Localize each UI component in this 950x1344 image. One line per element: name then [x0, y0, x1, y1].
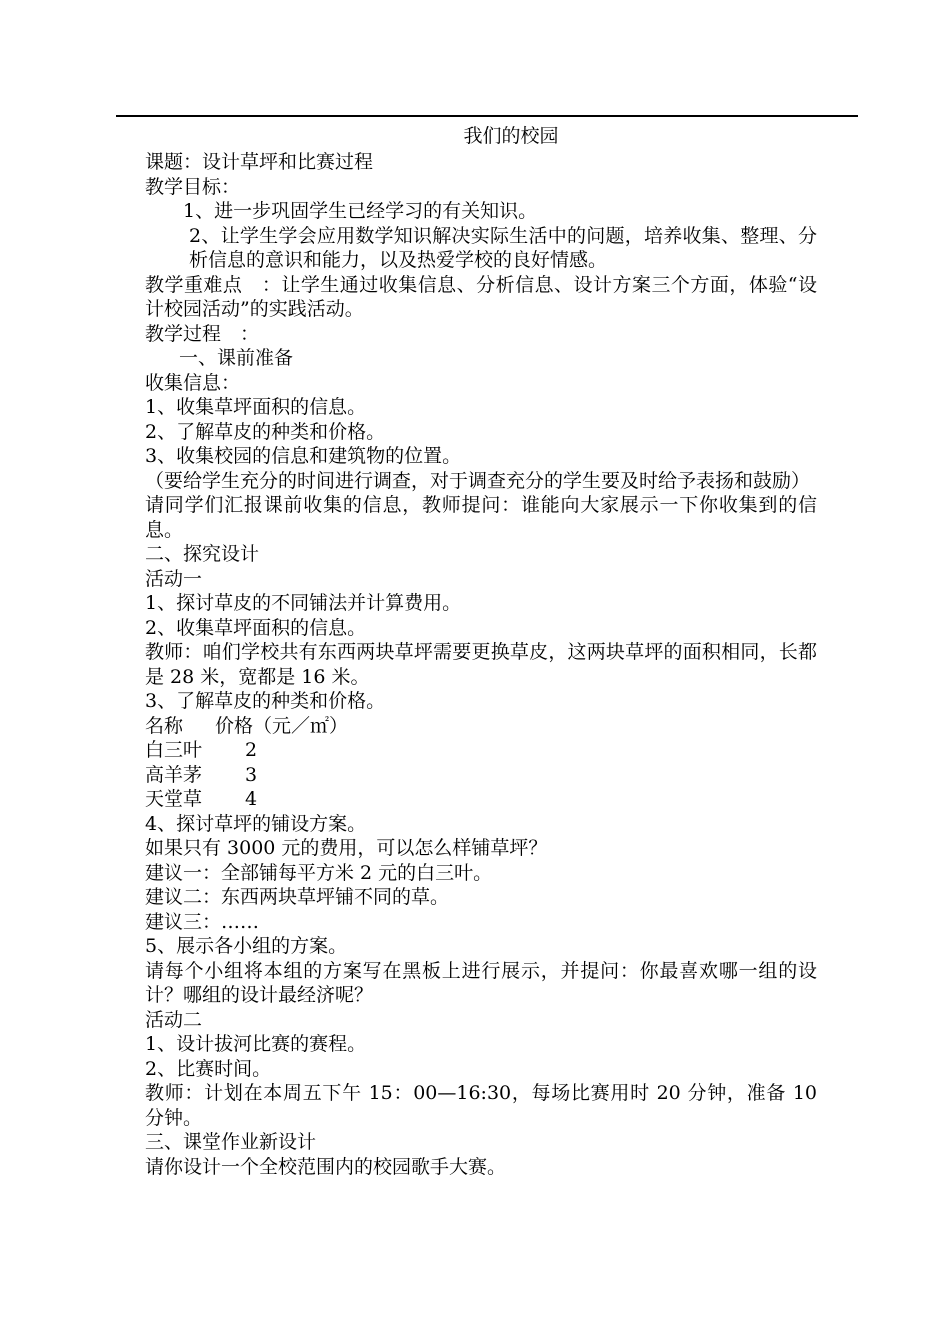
price-table-header	[145, 714, 817, 739]
price-table-cell-price: 3	[245, 763, 258, 786]
price-table-cell-name: 高羊茅	[145, 763, 203, 786]
topic-line: 课题：设计草坪和比赛过程	[145, 151, 374, 173]
budget-question: 如果只有 3000 元的费用，可以怎么样铺草坪？	[145, 837, 548, 859]
activity-1-heading: 活动一	[145, 567, 203, 590]
price-table-row	[145, 763, 817, 788]
price-table-header-name: 名称	[145, 714, 184, 737]
activity-1-item-3: 3、了解草皮的种类和价格。	[145, 690, 386, 712]
activity-1-item-2: 2、收集草坪面积的信息。	[145, 616, 367, 639]
goal-2-wrapper	[145, 224, 817, 273]
price-table-cell-price: 2	[245, 739, 258, 761]
display-prompt: 请每个小组将本组的方案写在黑板上进行展示，并提问：你最喜欢哪一组的设计？哪组的设计最经济呢？	[145, 959, 817, 1006]
section-2-heading: 二、探究设计	[145, 543, 260, 565]
activity-2-item-1: 1、设计拔河比赛的赛程。	[145, 1033, 367, 1055]
document-page	[145, 122, 817, 1179]
goals-heading: 教学目标：	[145, 175, 241, 198]
collect-item-2: 2、了解草皮的种类和价格。	[145, 420, 386, 443]
report-prompt: 请同学们汇报课前收集的信息，教师提问：谁能向大家展示一下你收集到的信息。	[145, 494, 817, 541]
activity-2-item-2: 2、比赛时间。	[145, 1057, 272, 1080]
activity-1-item-5: 5、展示各小组的方案。	[145, 935, 348, 957]
price-table-cell-price: 4	[245, 788, 258, 810]
suggestion-2: 建议二：东西两块草坪铺不同的草。	[145, 886, 450, 908]
activity-1-item-1: 1、探讨草皮的不同铺法并计算费用。	[145, 592, 462, 614]
homework-line: 请你设计一个全校范围内的校园歌手大赛。	[145, 1155, 507, 1178]
price-table-row	[145, 787, 817, 812]
price-table-cell-name: 白三叶	[145, 739, 203, 761]
goal-1: 1、进一步巩固学生已经学习的有关知识。	[183, 200, 538, 222]
collect-item-3: 3、收集校园的信息和建筑物的位置。	[145, 445, 462, 467]
suggestion-3: 建议三：……	[145, 910, 260, 933]
section-3-heading: 三、课堂作业新设计	[145, 1131, 317, 1153]
activity-2-heading: 活动二	[145, 1008, 203, 1031]
price-table-header-price: 价格（元／㎡）	[215, 714, 349, 737]
header-rule	[116, 115, 858, 117]
goal-2: 2、让学生学会应用数学知识解决实际生活中的问题，培养收集、整理、分析信息的意识和能力，以及热爱学校的良好情感。	[189, 224, 817, 271]
teacher-note: （要给学生充分的时间进行调查，对于调查充分的学生要及时给予表扬和鼓励）	[145, 469, 811, 492]
teacher-statement-2: 教师：计划在本周五下午 15：00—16:30，每场比赛用时 20 分钟，准备 10 分钟。	[145, 1082, 817, 1129]
process-heading: 教学过程 ：	[145, 322, 260, 345]
teacher-statement-1: 教师：咱们学校共有东西两块草坪需要更换草皮，这两块草坪的面积相同，长都是 28 米，宽都是 16 米。	[145, 641, 817, 688]
collect-item-1: 1、收集草坪面积的信息。	[145, 396, 367, 418]
price-table-cell-name: 天堂草	[145, 788, 203, 810]
activity-1-item-4: 4、探讨草坪的铺设方案。	[145, 812, 367, 835]
section-1-heading: 一、课前准备	[179, 347, 294, 369]
document-title: 我们的校园	[463, 125, 559, 147]
price-table-row	[145, 738, 817, 763]
collect-heading: 收集信息：	[145, 371, 241, 394]
suggestion-1: 建议一：全部铺每平方米 2 元的白三叶。	[145, 861, 493, 884]
key-points: 教学重难点 ：让学生通过收集信息、分析信息、设计方案三个方面，体验“设计校园活动”的实践活动。	[145, 273, 817, 320]
